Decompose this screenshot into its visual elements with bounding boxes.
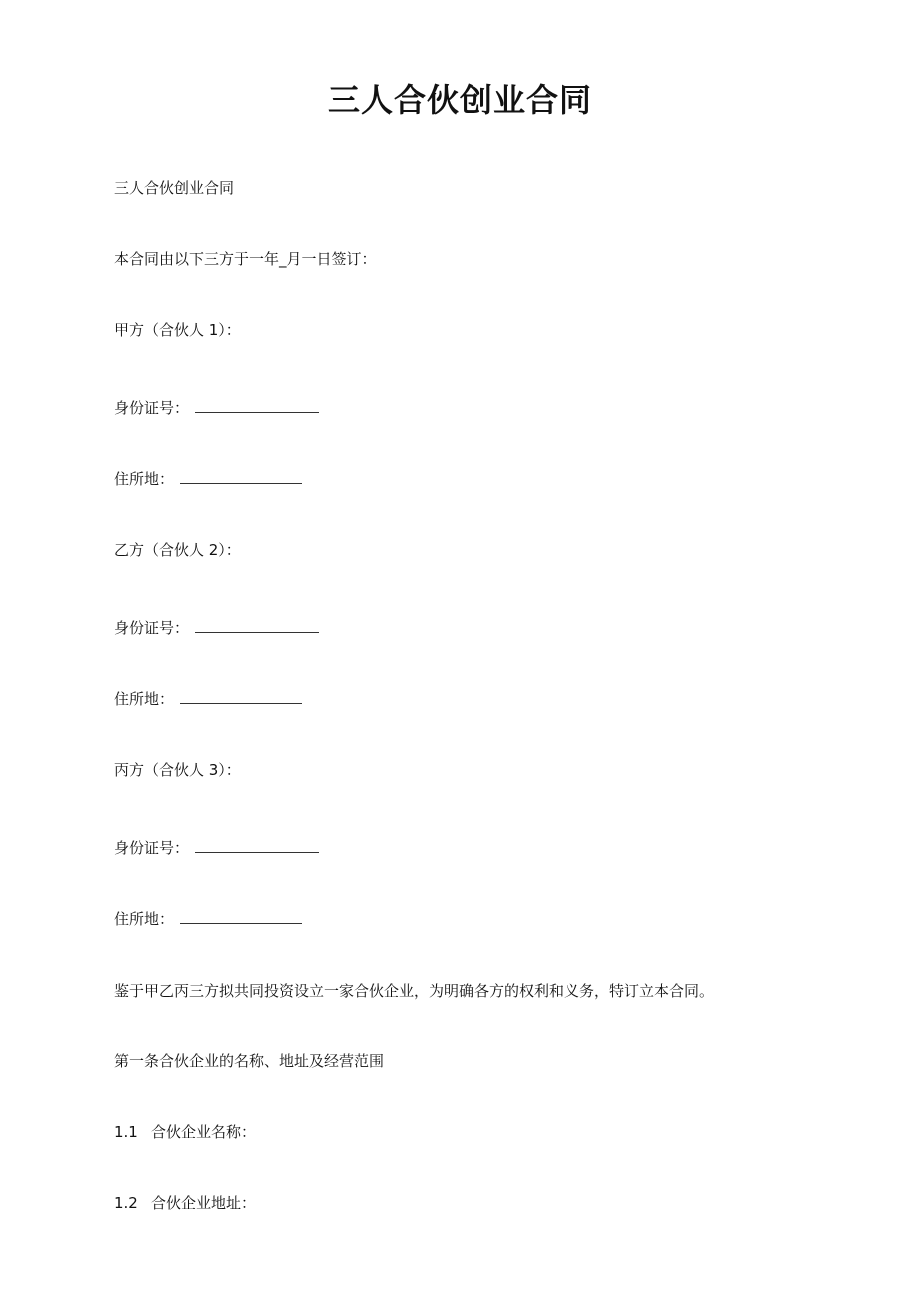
party-a-id-row bbox=[114, 397, 319, 419]
party-c-address-row bbox=[114, 908, 302, 930]
party-b-address-blank bbox=[180, 689, 302, 704]
party-c-id-row bbox=[114, 837, 319, 859]
signing-intro: 本合同由以下三方于一年_月一日签订： bbox=[114, 250, 377, 268]
party-a-address-row bbox=[114, 468, 302, 490]
article-1-heading: 第一条合伙企业的名称、地址及经营范围 bbox=[114, 1052, 385, 1070]
party-b-heading: 乙方（合伙人 2）： bbox=[114, 541, 241, 559]
party-b-id-blank bbox=[195, 618, 319, 633]
party-c-heading: 丙方（合伙人 3）： bbox=[114, 761, 241, 779]
party-a-address-label: 住所地： bbox=[114, 470, 175, 488]
article-1-item-number: 1.1 bbox=[114, 1123, 138, 1141]
article-1-item-number: 1.2 bbox=[114, 1194, 138, 1212]
article-1-item bbox=[114, 1121, 256, 1143]
article-1-item-text: 合伙企业地址： bbox=[151, 1194, 257, 1212]
document-subtitle: 三人合伙创业合同 bbox=[114, 179, 235, 197]
party-a-address-blank bbox=[180, 469, 302, 484]
party-b-address-label: 住所地： bbox=[114, 690, 175, 708]
party-c-id-blank bbox=[195, 838, 319, 853]
party-a-id-blank bbox=[195, 398, 319, 413]
party-c-address-blank bbox=[180, 909, 302, 924]
document-title: 三人合伙创业合同 bbox=[327, 81, 592, 119]
party-b-address-row bbox=[114, 688, 302, 710]
preamble-paragraph: 鉴于甲乙丙三方拟共同投资设立一家合伙企业，为明确各方的权利和义务，特订立本合同。 bbox=[114, 982, 715, 1000]
party-c-id-label: 身份证号： bbox=[114, 839, 190, 857]
party-a-id-label: 身份证号： bbox=[114, 399, 190, 417]
party-c-address-label: 住所地： bbox=[114, 910, 175, 928]
party-b-id-row bbox=[114, 617, 319, 639]
party-b-id-label: 身份证号： bbox=[114, 619, 190, 637]
party-a-heading: 甲方（合伙人 1）： bbox=[114, 321, 241, 339]
article-1-item-text: 合伙企业名称： bbox=[151, 1123, 257, 1141]
article-1-item bbox=[114, 1192, 256, 1214]
